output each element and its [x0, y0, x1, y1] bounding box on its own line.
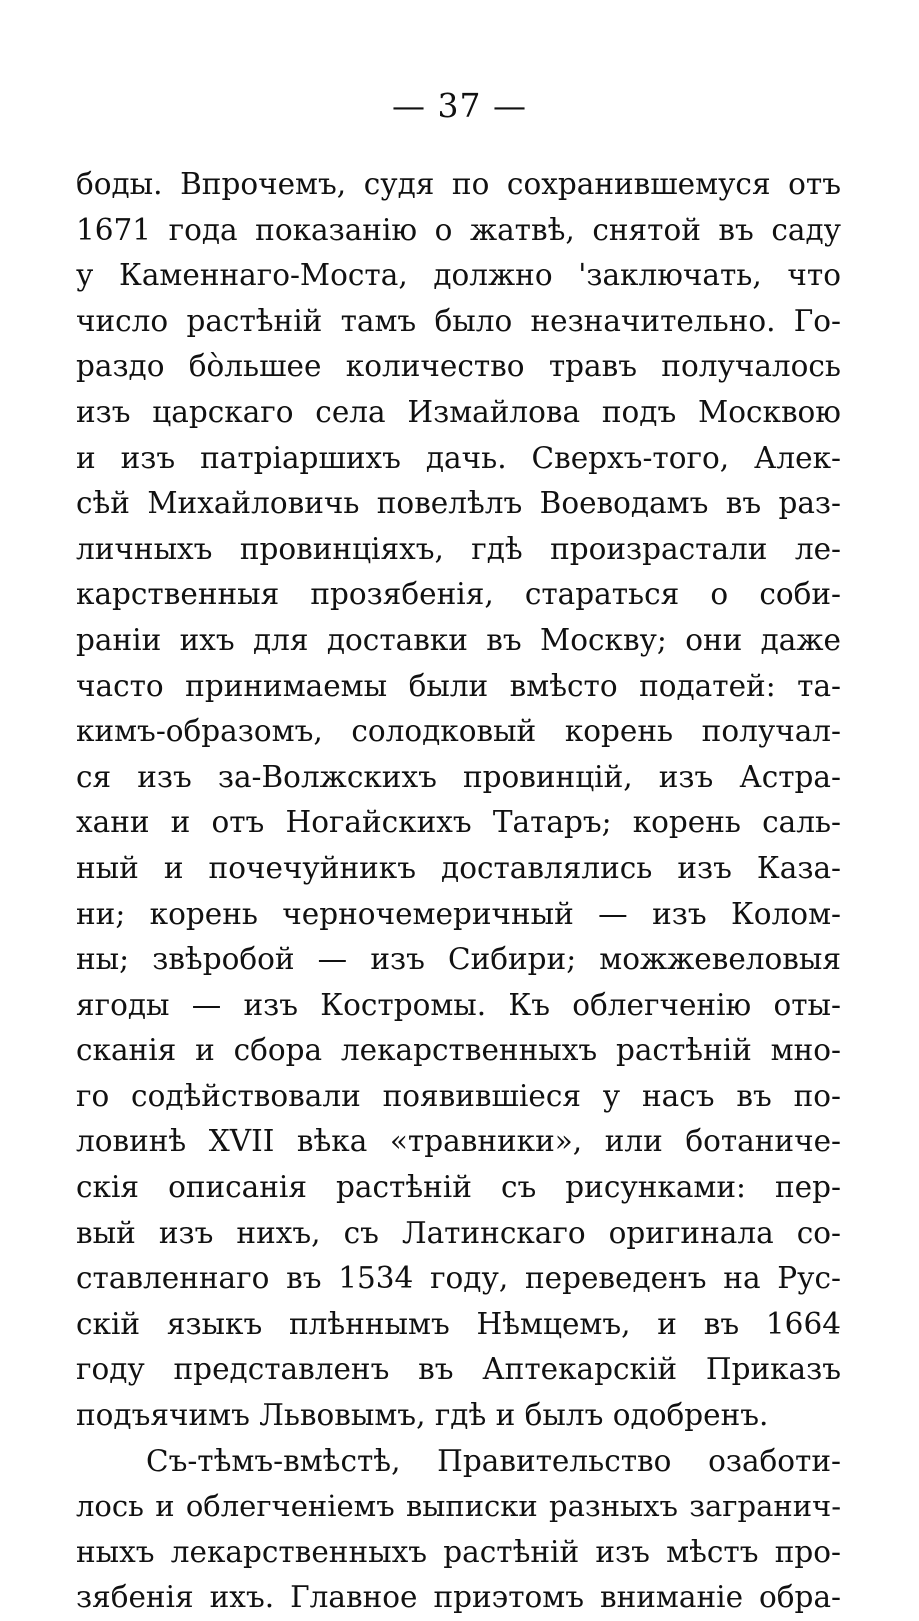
text-line: боды. Впрочемъ, судя по сохранившемуся отъ: [76, 167, 841, 201]
text-line: у Каменнаго-Моста, должно 'заключать, что: [76, 258, 841, 293]
text-line: раніи ихъ для доставки въ Москву; они даже: [76, 622, 841, 657]
text-line: ни; корень черночемеричный — изъ Колом-: [76, 896, 841, 931]
text-line: хани и отъ Ногайскихъ Татаръ; корень саль-: [76, 805, 841, 840]
text-line: ны; звѣробой — изъ Сибири; можжевеловыя: [76, 942, 841, 977]
text-line: зябенія ихъ. Главное приэтомъ вниманіе обра-: [76, 1580, 841, 1615]
text-line: раздо бо̀льшее количество травъ получалось: [76, 349, 841, 384]
page-number: — 37 —: [392, 86, 527, 125]
text-line: ловинѣ XVII вѣка «травники», или ботаниче-: [76, 1124, 841, 1159]
text-line: ставленнаго въ 1534 году, переведенъ на Рус-: [76, 1261, 841, 1296]
text-line: го содѣйствовали появившіеся у насъ въ по-: [76, 1078, 841, 1113]
text-line: ныхъ лекарственныхъ растѣній изъ мѣстъ про-: [76, 1534, 841, 1569]
text-line: личныхъ провинціяхъ, гдѣ произрастали ле-: [76, 531, 841, 566]
text-line: сканія и сбора лекарственныхъ растѣній мно-: [76, 1033, 841, 1068]
text-line: ся изъ за-Волжскихъ провинцій, изъ Астра-: [76, 759, 841, 794]
text-line: и изъ патріаршихъ дачь. Сверхъ-того, Алек-: [76, 440, 841, 475]
text-line: ягоды — изъ Костромы. Къ облегченію оты-: [76, 987, 841, 1022]
text-line: вый изъ нихъ, съ Латинскаго оригинала со-: [76, 1215, 841, 1250]
paragraph-start-line: Съ-тѣмъ-вмѣстѣ, Правительство озаботи-: [146, 1443, 841, 1478]
paragraph-end-line: подъячимъ Львовымъ, гдѣ и былъ одобренъ.: [76, 1398, 769, 1433]
text-line: карственныя прозябенія, стараться о соби-: [76, 577, 841, 612]
text-line: скія описанія растѣній съ рисунками: пер-: [76, 1170, 841, 1205]
text-line: сѣй Михайловичь повелѣлъ Воеводамъ въ раз-: [76, 486, 841, 521]
text-line: 1671 года показанію о жатвѣ, снятой въ саду: [76, 212, 841, 247]
text-line: изъ царскаго села Измайлова подъ Москвою: [76, 394, 841, 429]
text-line: лось и облегченіемъ выписки разныхъ загранич-: [76, 1489, 841, 1524]
body-text: [76, 162, 841, 1621]
text-line: часто принимаемы были вмѣсто податей: та-: [76, 668, 841, 703]
text-line: ный и почечуйникъ доставлялись изъ Каза-: [76, 850, 841, 885]
text-line: году представленъ въ Аптекарскій Приказъ: [76, 1352, 841, 1387]
text-line: кимъ-образомъ, солодковый корень получал-: [76, 714, 841, 749]
text-line: число растѣній тамъ было незначительно. Го-: [76, 303, 841, 338]
text-line: скій языкъ плѣннымъ Нѣмцемъ, и въ 1664: [76, 1306, 841, 1341]
